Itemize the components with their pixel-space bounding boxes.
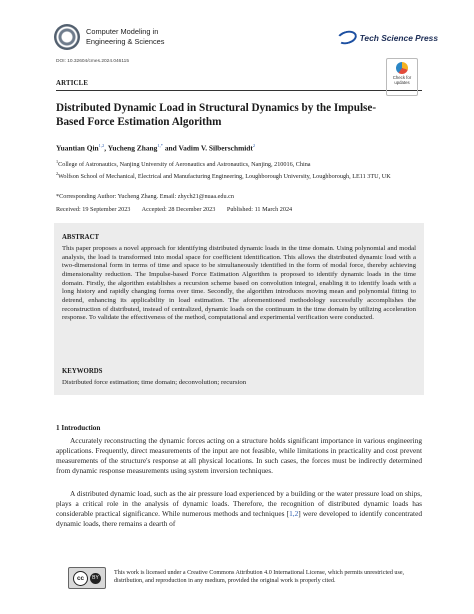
- affiliation: [56, 170, 396, 181]
- header-rule: [56, 90, 422, 91]
- license-text: This work is licensed under a Creative Commons Attribution 4.0 International License, which permits unrestricted use, distribution, and reproduction in any medium, provided the original work is properly cited.: [114, 570, 405, 584]
- check-for-updates-badge[interactable]: [386, 58, 418, 96]
- paragraph-text: A distributed dynamic load, such as the air pressure load experienced by a building or the water pressure load on ships, plays a critical role in the analysis of dynamic loads. Therefore, the recognition of distributed dynamic loads has considerable practical significance. While numerous methods and techniques [: [56, 489, 422, 519]
- publisher-logo: [337, 31, 438, 44]
- affiliation-text: Wolfson School of Mechanical, Electrical and Manufacturing Engineering, Loughborough University, Loughborough, LE11 3TU, UK: [58, 173, 391, 181]
- body-paragraph: [56, 436, 422, 476]
- journal-logo: [54, 24, 80, 50]
- doi[interactable]: DOI: 10.32604/cmes.2024.046115: [56, 59, 129, 64]
- author-name: , Yucheng Zhang: [104, 143, 158, 153]
- journal-name-line2: Engineering & Sciences: [86, 36, 165, 46]
- author-list: [56, 143, 255, 152]
- publisher-swoosh-icon: [335, 29, 358, 47]
- author-affiliation-mark[interactable]: 1,*: [157, 143, 163, 148]
- journal-name: [86, 27, 164, 46]
- by-icon: BY: [90, 573, 101, 584]
- article-type: ARTICLE: [56, 80, 89, 87]
- journal-name-line1: Computer Modeling in: [86, 27, 159, 36]
- published-date: Published: 11 March 2024: [226, 206, 293, 213]
- author-affiliation-mark[interactable]: 2: [252, 143, 256, 148]
- keywords-text: Distributed force estimation; time domain; deconvolution; recursion: [62, 379, 247, 386]
- cc-icon: cc: [73, 571, 88, 586]
- keywords-heading: KEYWORDS: [62, 368, 103, 375]
- affiliation: [56, 158, 396, 169]
- affiliation-text: College of Astronautics, Nanjing University of Aeronautics and Astronautics, Nanjing, 210016, China: [58, 161, 311, 169]
- cc-by-license-badge[interactable]: [68, 567, 106, 589]
- check-updates-line2: updates: [394, 80, 410, 85]
- check-updates-icon: [396, 62, 408, 74]
- paper-title: Distributed Dynamic Load in Structural Dynamics by the Impulse-Based Force Estimation Algorithm: [56, 102, 377, 128]
- paragraph-text: Accurately reconstructing the dynamic forces acting on a structure holds significant importance in various engineering applications. Frequently, direct measurements of the input are not feasible, while limitations in practicality and cost prevent measurements of the structure's response at all physical locations. In such cases, the forces must be indirectly determined from dynamic response measurements using system inversion techniques.: [56, 436, 422, 476]
- received-date: Received: 19 September 2023: [56, 206, 131, 213]
- author-affiliation-mark[interactable]: 1,2: [98, 143, 105, 148]
- paragraph-text: ] were developed to identify concentrated dynamic loads, there remains a dearth of: [56, 509, 423, 529]
- abstract-heading: ABSTRACT: [62, 234, 100, 241]
- section-heading: 1 Introduction: [56, 424, 101, 432]
- abstract-text: This paper proposes a novel approach for identifying distributed dynamic loads in the time domain. Using polynomial and modal analysis, the load is transformed into modal space for coefficient identification. This allows the distributed dynamic load with a two-dimensional form in terms of time and space to be simultaneously identified in the form of modal force, thereby achieving dimensionality reduction. The Impulse-based Force Estimation Algorithm is proposed to identify dynamic loads in the time domain. Firstly, the algorithm establishes a recursion scheme based on convolution integral, enabling it to identify loads with a long history and rapidly changing forms over time. Secondly, the algorithm introduces moving mean and polynomial fitting to detrend, enhancing its applicability in load estimation. The aforementioned methodology successfully accomplishes the reconstruction of distributed, instead of centralized, dynamic loads on the continuum in the time domain by utilizing acceleration response. To validate the effectiveness of the method, computational and experimental verification were conducted.: [62, 245, 416, 322]
- publisher-name: Tech Science Press: [359, 32, 438, 43]
- citation-link[interactable]: 1,2: [289, 509, 299, 519]
- body-paragraph: [56, 489, 422, 529]
- author-name: Yuantian Qin: [56, 143, 99, 153]
- affiliation-mark: 1: [56, 159, 59, 164]
- author-name: and Vadim V. Silberschmidt: [162, 143, 253, 153]
- check-updates-line1: Check for: [392, 75, 412, 80]
- affiliation-mark: 2: [56, 171, 59, 176]
- corresponding-author: *Corresponding Author: Yucheng Zhang. Email: zhych21@nuaa.edu.cn: [56, 193, 234, 200]
- publication-dates: [56, 206, 302, 213]
- accepted-date: Accepted: 28 December 2023: [141, 206, 216, 213]
